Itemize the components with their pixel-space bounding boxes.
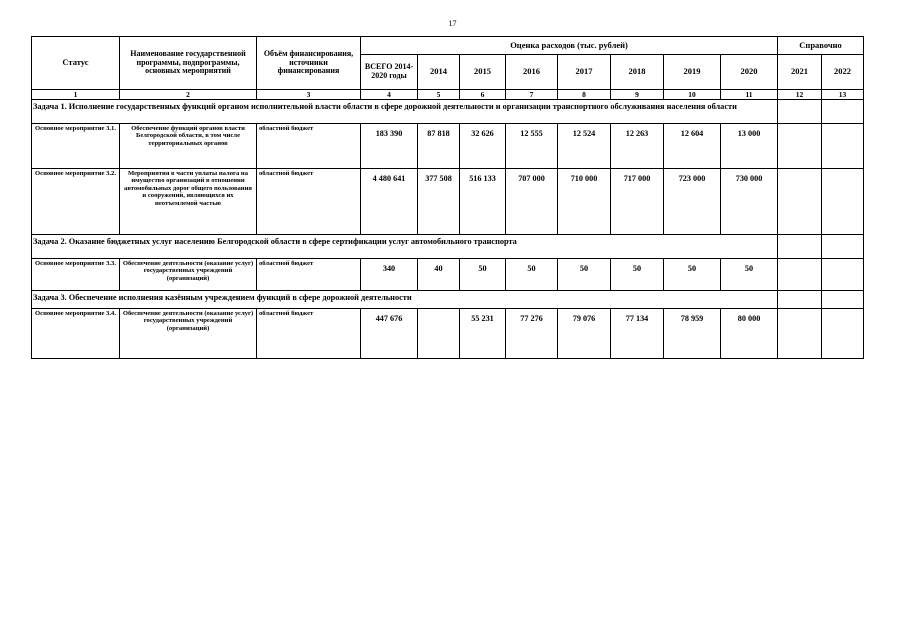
header-year-2021: 2021	[778, 55, 822, 90]
column-number: 10	[664, 90, 721, 100]
column-number: 9	[611, 90, 664, 100]
header-program-name: Наименование государственной программы, подпрограммы, основных мероприятий	[120, 37, 257, 90]
page-number: 17	[448, 19, 457, 28]
header-year-2019: 2019	[664, 55, 721, 90]
value-cell: 77 134	[611, 309, 664, 359]
value-cell: 78 959	[664, 309, 721, 359]
column-number: 6	[460, 90, 506, 100]
funding-source-cell: областной бюджет	[257, 124, 361, 169]
table-row	[32, 169, 864, 235]
value-cell: 80 000	[721, 309, 778, 359]
header-funding: Объём финансирования, источники финансирования	[257, 37, 361, 90]
value-cell: 12 524	[558, 124, 611, 169]
column-number: 13	[822, 90, 864, 100]
status-cell: Основное мероприятие 3.3.	[32, 259, 120, 291]
status-cell: Основное мероприятие 3.1.	[32, 124, 120, 169]
measure-name-cell: Обеспечение деятельности (оказание услуг) государственных учреждений (организаций)	[120, 259, 257, 291]
total-cell: 4 480 641	[361, 169, 418, 235]
empty-cell	[822, 124, 864, 169]
value-cell: 32 626	[460, 124, 506, 169]
value-cell: 50	[721, 259, 778, 291]
task-row	[32, 291, 864, 309]
header-total: ВСЕГО 2014-2020 годы	[361, 55, 418, 90]
total-cell: 447 676	[361, 309, 418, 359]
header-year-2015: 2015	[460, 55, 506, 90]
value-cell: 12 604	[664, 124, 721, 169]
value-cell: 50	[558, 259, 611, 291]
column-number: 2	[120, 90, 257, 100]
empty-cell	[778, 291, 822, 309]
value-cell: 50	[460, 259, 506, 291]
empty-cell	[822, 169, 864, 235]
empty-cell	[822, 259, 864, 291]
table-row	[32, 309, 864, 359]
value-cell: 12 555	[506, 124, 558, 169]
empty-cell	[822, 291, 864, 309]
total-cell: 183 390	[361, 124, 418, 169]
column-number: 1	[32, 90, 120, 100]
header-year-2020: 2020	[721, 55, 778, 90]
funding-source-cell: областной бюджет	[257, 309, 361, 359]
value-cell: 50	[506, 259, 558, 291]
column-number: 5	[418, 90, 460, 100]
funding-source-cell: областной бюджет	[257, 169, 361, 235]
empty-cell	[778, 124, 822, 169]
task-title: Задача 3. Обеспечение исполнения казённым учреждением функций в сфере дорожной деятельности	[32, 291, 778, 309]
header-year-2014: 2014	[418, 55, 460, 90]
column-number-row	[32, 90, 864, 100]
table-row	[32, 259, 864, 291]
status-cell: Основное мероприятие 3.2.	[32, 169, 120, 235]
value-cell: 50	[664, 259, 721, 291]
task-row	[32, 100, 864, 124]
empty-cell	[778, 235, 822, 259]
header-year-2018: 2018	[611, 55, 664, 90]
measure-name-cell: Обеспечение функций органов власти Белгородской области, в том числе территориальных органов	[120, 124, 257, 169]
value-cell: 40	[418, 259, 460, 291]
header-reference: Справочно	[778, 37, 864, 55]
value-cell: 77 276	[506, 309, 558, 359]
empty-cell	[822, 235, 864, 259]
value-cell: 87 818	[418, 124, 460, 169]
value-cell: 55 231	[460, 309, 506, 359]
value-cell: 707 000	[506, 169, 558, 235]
column-number: 8	[558, 90, 611, 100]
column-number: 12	[778, 90, 822, 100]
value-cell: 730 000	[721, 169, 778, 235]
budget-table	[31, 36, 864, 359]
value-cell: 12 263	[611, 124, 664, 169]
status-cell: Основное мероприятие 3.4.	[32, 309, 120, 359]
task-title: Задача 1. Исполнение государственных функций органом исполнительной власти области в сфере дорожной деятельности и организации транспортного обслуживания населения области	[32, 100, 778, 124]
header-estimate: Оценка расходов (тыс. рублей)	[361, 37, 778, 55]
task-title: Задача 2. Оказание бюджетных услуг населению Белгородской области в сфере сертификации услуг автомобильного транспорта	[32, 235, 778, 259]
funding-source-cell: областной бюджет	[257, 259, 361, 291]
value-cell: 723 000	[664, 169, 721, 235]
measure-name-cell: Обеспечение деятельности (оказание услуг) государственных учреждений (организаций)	[120, 309, 257, 359]
value-cell: 13 000	[721, 124, 778, 169]
value-cell	[418, 309, 460, 359]
empty-cell	[822, 309, 864, 359]
header-year-2022: 2022	[822, 55, 864, 90]
column-number: 3	[257, 90, 361, 100]
total-cell: 340	[361, 259, 418, 291]
empty-cell	[778, 169, 822, 235]
header-year-2017: 2017	[558, 55, 611, 90]
measure-name-cell: Мероприятия в части уплаты налога на имущество организаций в отношении автомобильных дорог общего пользования и сооружений, являющихся их неотъемлемой частью	[120, 169, 257, 235]
value-cell: 50	[611, 259, 664, 291]
value-cell: 79 076	[558, 309, 611, 359]
value-cell: 516 133	[460, 169, 506, 235]
empty-cell	[822, 100, 864, 124]
empty-cell	[778, 309, 822, 359]
value-cell: 717 000	[611, 169, 664, 235]
column-number: 11	[721, 90, 778, 100]
empty-cell	[778, 259, 822, 291]
task-row	[32, 235, 864, 259]
column-number: 7	[506, 90, 558, 100]
empty-cell	[778, 100, 822, 124]
value-cell: 710 000	[558, 169, 611, 235]
table-row	[32, 124, 864, 169]
header-status: Статус	[32, 37, 120, 90]
value-cell: 377 508	[418, 169, 460, 235]
header-year-2016: 2016	[506, 55, 558, 90]
column-number: 4	[361, 90, 418, 100]
